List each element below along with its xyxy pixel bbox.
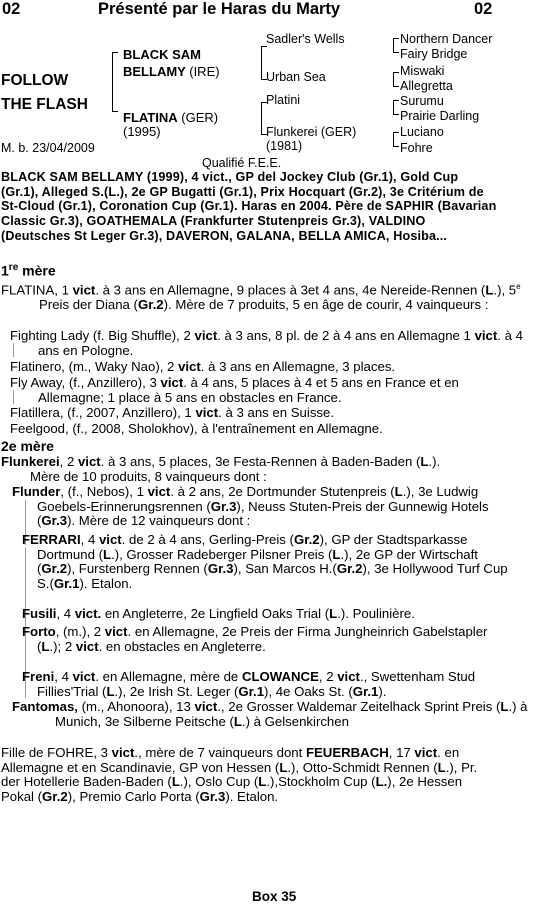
sire-name-line2: BELLAMY (IRE) bbox=[123, 64, 220, 79]
ggp-5: Surumu bbox=[400, 94, 444, 108]
produce-feelgood: Feelgood, (f., 2008, Sholokhov), à l'entraînement en Allemagne. bbox=[10, 421, 383, 436]
pedigree-bracket bbox=[393, 132, 394, 146]
qualification: Qualifié F.E.E. bbox=[202, 156, 282, 170]
pedigree-bracket bbox=[112, 52, 113, 111]
ggp-6: Prairie Darling bbox=[400, 109, 480, 123]
first-dam-title: 1re mère bbox=[1, 262, 56, 279]
produce-flatinero: Flatinero, (m., Waky Nao), 2 vict. à 3 ans en Allemagne, 3 places. bbox=[10, 359, 396, 374]
pedigree-bracket-tick bbox=[393, 114, 399, 115]
sire-name: BLACK SAM bbox=[123, 47, 201, 62]
sire-record: BLACK SAM BELLAMY (1999), 4 vict., GP del Jockey Club (Gr.1), Gold Cup (Gr.1), Alleged S.(L.), 2e GP Bugatti (Gr.1), Prix Hocquart (Gr.2), 3e Critérium de St-Cloud (Gr.1), Coronation Cup (Gr.1). Haras en 2004. Père de SAPHIR (Bavarian Classic Gr.3), GOATHEMALA (Frankfurter Stutenpreis Gr.3), VALDINO (Deutsches St Leger Gr.3), DAVERON, GALANA, BELLA AMICA, Hosiba... bbox=[1, 170, 497, 243]
ggp-4: Allegretta bbox=[400, 79, 453, 93]
pedigree-bracket-tick bbox=[393, 38, 399, 39]
lot-number-right: 02 bbox=[474, 0, 493, 18]
pedigree-bracket-tick bbox=[393, 132, 399, 133]
pedigree-bracket-tick bbox=[112, 111, 118, 112]
box-number: Box 35 bbox=[252, 889, 297, 904]
produce-forto: Forto, (m.), 2 vict. en Allemagne, 2e Preis der Firma Jungheinrich Gabelstapler (L.); 2 vict. en obstacles en Angleterre. bbox=[22, 624, 488, 654]
pedigree-bracket-tick bbox=[393, 146, 399, 147]
horse-name-line2: THE FLASH bbox=[1, 96, 88, 113]
produce-flatillera: Flatillera, (f., 2007, Anzillero), 1 vict. à 3 ans en Suisse. bbox=[10, 405, 335, 420]
produce-fantomas: Fantomas, (m., Ahonoora), 13 vict., 2e Grosser Waldemar Zeitelhack Sprint Preis (L.) à Munich, 3e Silberne Peitsche (L.) à Gelsenkirchen bbox=[12, 699, 528, 729]
second-dam-title: 2e mère bbox=[1, 438, 54, 454]
granddam-paternal: Urban Sea bbox=[266, 70, 326, 84]
pedigree-bracket-tick bbox=[393, 72, 399, 73]
pedigree-bracket-tick bbox=[112, 52, 118, 53]
pedigree-bracket-tick bbox=[261, 46, 267, 47]
produce-fly-away: Fly Away, (f., Anzillero), 3 vict. à 4 ans, 5 places à 4 et 5 ans en France et en Allemagne; 1 place à 5 ans en obstacles en France. bbox=[10, 375, 459, 405]
lot-number-left: 02 bbox=[2, 0, 21, 18]
dam-name: FLATINA (GER) bbox=[123, 110, 219, 125]
pedigree-bracket bbox=[393, 38, 394, 52]
ggp-7: Luciano bbox=[400, 125, 444, 139]
granddam-maternal: Flunkerei (GER) bbox=[266, 125, 357, 139]
produce-ferrari: FERRARI, 4 vict. de 2 à 4 ans, Gerling-Preis (Gr.2), GP der Stadtsparkasse Dortmund (L.), Grosser Radeberger Pilsner Preis (L.), 2e GP der Wirtschaft (Gr.2), Furstenberg Rennen (Gr.3), San Marcos H.(Gr.2), 3e Hollywood Turf Cup S.(Gr.1). Etalon. bbox=[22, 532, 508, 591]
horse-name-line1: FOLLOW bbox=[1, 72, 69, 89]
ggp-3: Miswaki bbox=[400, 64, 445, 78]
pedigree-bracket-tick bbox=[393, 86, 399, 87]
produce-freni: Freni, 4 vict. en Allemagne, mère de CLOWANCE, 2 vict., Swettenham Stud Fillies'Trial (L.), 2e Irish St. Leger (Gr.1), 4e Oaks St. (Gr.1). bbox=[22, 669, 476, 699]
produce-fighting-lady: Fighting Lady (f. Big Shuffle), 2 vict. à 3 ans, 8 pl. de 2 à 4 ans en Allemagne 1 vict. à 4 ans en Pologne. bbox=[10, 328, 523, 358]
grandsire-paternal: Sadler's Wells bbox=[266, 32, 345, 46]
foaling-info: M. b. 23/04/2009 bbox=[1, 141, 95, 155]
pedigree-bracket-tick bbox=[393, 52, 399, 53]
pedigree-bracket bbox=[393, 100, 394, 114]
second-dam-record: Flunkerei, 2 vict. à 3 ans, 5 places, 3e Festa-Rennen à Baden-Baden (L.). bbox=[1, 454, 441, 469]
granddam-maternal-year: (1981) bbox=[266, 139, 303, 153]
pedigree-bracket bbox=[393, 72, 394, 86]
second-dam-produce-count: Mère de 10 produits, 8 vainqueurs dont : bbox=[30, 469, 267, 484]
produce-fusili: Fusili, 4 vict. en Angleterre, 2e Lingfield Oaks Trial (L.). Poulinière. bbox=[22, 606, 415, 621]
produce-flunder: Flunder, (f., Nebos), 1 vict. à 2 ans, 2e Dortmunder Stutenpreis (L.), 3e Ludwig Goebels-Erinnerungsrennen (Gr.3), Neuss Stuten-Preis der Gunnewig Hotels (Gr.3). Mère de 12 vainqueurs dont : bbox=[12, 484, 489, 529]
third-dam-record: Fille de FOHRE, 3 vict., mère de 7 vainqueurs dont FEUERBACH, 17 vict. en Allemagne et en Scandinavie, GP von Hessen (L.), Otto-Schmidt Rennen (L.), Pr. der Hotellerie Baden-Baden (L.), Oslo Cup (L.),Stockholm Cup (L.), 2e Hessen Pokal (Gr.2), Premio Carlo Porta (Gr.3). Etalon. bbox=[1, 745, 478, 804]
dam-year: (1995) bbox=[123, 124, 161, 139]
ggp-2: Fairy Bridge bbox=[400, 47, 468, 61]
page-title: Présenté par le Haras du Marty bbox=[98, 0, 341, 18]
ggp-1: Northern Dancer bbox=[400, 32, 493, 46]
first-dam-record: FLATINA, 1 vict. à 3 ans en Allemagne, 9 places à 3et 4 ans, 4e Nereide-Rennen (L.), 5e Preis der Diana (Gr.2). Mère de 7 produits, 5 en âge de courir, 4 vainqueurs : bbox=[1, 282, 521, 312]
pedigree-bracket-tick bbox=[393, 100, 399, 101]
pedigree-bracket bbox=[261, 102, 262, 134]
grandsire-maternal: Platini bbox=[266, 93, 301, 107]
pedigree-bracket bbox=[261, 46, 262, 79]
ggp-8: Fohre bbox=[400, 141, 433, 155]
